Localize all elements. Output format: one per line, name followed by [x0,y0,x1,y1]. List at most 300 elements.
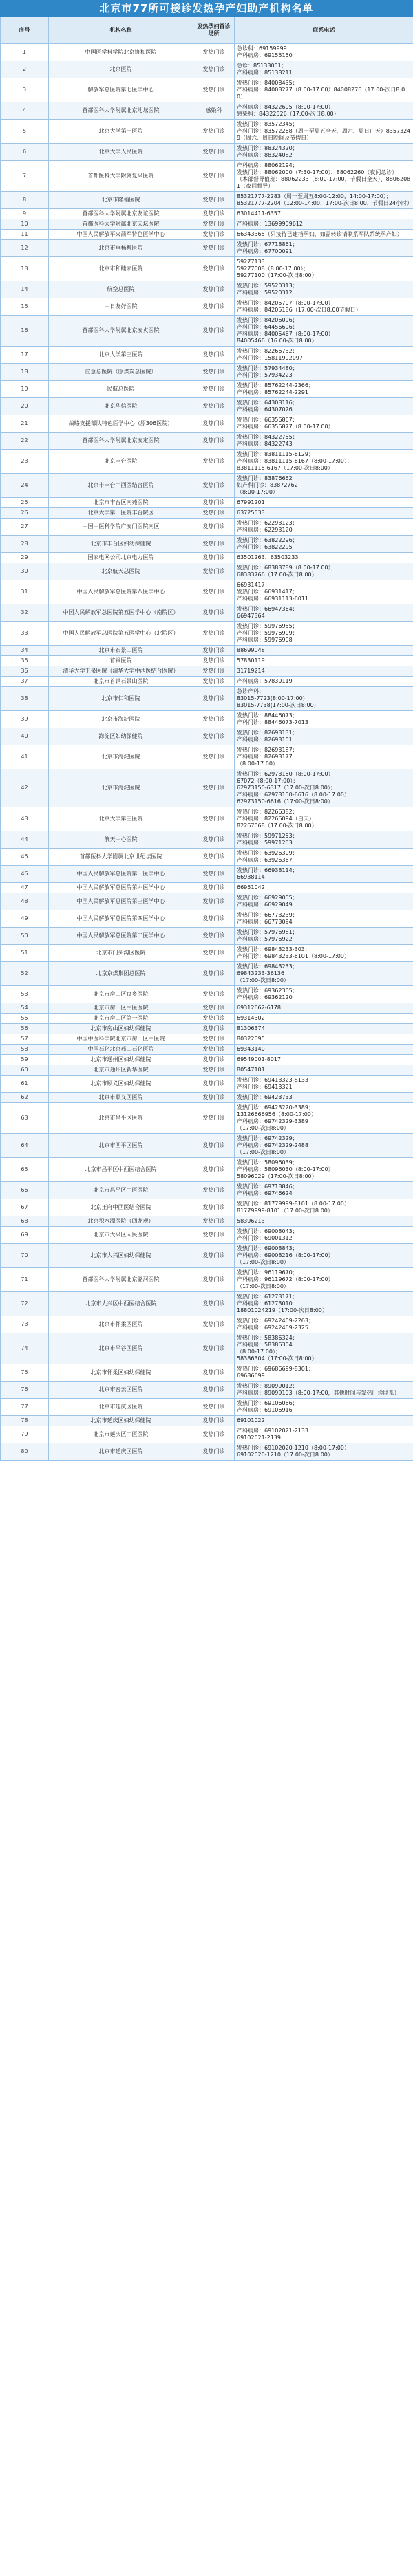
hospital-name: 北京市垂杨柳医院 [49,240,193,257]
row-number: 70 [1,1244,49,1268]
table-row [1,257,413,281]
row-number: 46 [1,866,49,883]
contact-phone: 发热门诊：84008435； 产科病房：84008277（8:00-17:00）84008276（17:00-次日8:00） [235,78,413,102]
table-row [1,1382,413,1399]
hospital-name: 首都医科大学附属北京天坛医院 [49,219,193,230]
contact-phone: 81306374 [235,1024,413,1034]
row-number: 22 [1,433,49,450]
contact-phone: 发热门诊：59971253； 产科病房：59971263 [235,831,413,849]
hospital-name: 北京市顺义区妇幼保健院 [49,1076,193,1093]
table-row [1,849,413,866]
row-number: 7 [1,161,49,192]
table-row [1,474,413,498]
contact-phone: 发热门诊：66929055； 产科病房：66929049 [235,893,413,910]
fever-clinic: 发热门诊 [193,281,235,298]
hospital-name: 航天中心医院 [49,831,193,849]
fever-clinic: 发热门诊 [193,1399,235,1416]
hospital-name: 中国医学科学院北京协和医院 [49,44,193,61]
row-number: 75 [1,1364,49,1382]
hospital-name: 北京市延庆区医院 [49,1399,193,1416]
contact-phone: 88699048 [235,646,413,656]
contact-phone: 发热门诊：69843233-303； 产科门诊：69843233-6101（8:00-17:00） [235,945,413,962]
fever-clinic: 发热门诊 [193,1076,235,1093]
hospital-name: 北京市丰台区南苑医院 [49,498,193,508]
row-number: 74 [1,1333,49,1364]
contact-phone: 发热门诊：57934480； 产科门诊：57934223 [235,364,413,381]
fever-clinic: 发热门诊 [193,498,235,508]
page-title: 北京市77所可接诊发热孕产妇助产机构名单 [0,0,413,17]
contact-phone: 59277133； 59277008（8:00-17:00）； 59277100（17:00-次日8:00） [235,257,413,281]
contact-phone: 69314302 [235,1014,413,1024]
row-number: 77 [1,1399,49,1416]
table-row [1,44,413,61]
contact-phone: 发热门诊：69718846； 产科病房：69746624 [235,1182,413,1199]
header-no: 序号 [1,17,49,44]
fever-clinic: 发热门诊 [193,1292,235,1316]
fever-clinic: 发热门诊 [193,257,235,281]
row-number: 31 [1,580,49,604]
fever-clinic: 发热门诊 [193,1333,235,1364]
contact-phone: 63725533 [235,508,413,519]
hospital-name: 北京市丰台区妇幼保健院 [49,536,193,553]
table-row [1,219,413,230]
hospital-name: 北京市房山区第一医院 [49,1014,193,1024]
contact-phone: 发热门诊：69742329； 产科病房：69742329-2488 （17:00-次日8:00） [235,1134,413,1158]
table-row [1,364,413,381]
hospital-name: 北京积水潭医院（回龙观） [49,1216,193,1227]
hospital-name: 北京王府中西医结合医院 [49,1199,193,1216]
table-row [1,563,413,580]
fever-clinic: 发热门诊 [193,1426,235,1443]
hospital-name: 中国人民解放军总医院第二医学中心 [49,928,193,945]
table-row [1,498,413,508]
fever-clinic: 发热门诊 [193,61,235,78]
fever-clinic: 发热门诊 [193,144,235,161]
table-row [1,144,413,161]
fever-clinic: 发热门诊 [193,553,235,563]
contact-phone: 80322095 [235,1034,413,1045]
fever-clinic: 发热门诊 [193,316,235,347]
row-number: 35 [1,656,49,666]
hospital-name: 北京大学第一医院 [49,120,193,144]
contact-phone: 发热门诊：88446073； 产科门诊：88446073-7013 [235,711,413,728]
contact-phone: 发热门诊：66773239； 产科病房：66773094 [235,910,413,928]
table-row [1,553,413,563]
fever-clinic: 发热门诊 [193,230,235,240]
contact-phone: 66343365（只接待已建档孕妇，如需转诊请联系军队系统孕产妇） [235,230,413,240]
contact-phone: 63014411-6357 [235,209,413,219]
fever-clinic: 发热门诊 [193,78,235,102]
row-number: 37 [1,677,49,687]
hospital-name: 北京市通州区妇幼保健院 [49,1055,193,1065]
table-row [1,745,413,769]
table-row [1,622,413,646]
table-row [1,910,413,928]
fever-clinic: 发热门诊 [193,1158,235,1182]
table-row [1,281,413,298]
fever-clinic: 发热门诊 [193,1093,235,1103]
row-number: 50 [1,928,49,945]
hospital-name: 北京市昌平区中西医结合医院 [49,1158,193,1182]
row-number: 78 [1,1416,49,1426]
fever-clinic: 发热门诊 [193,580,235,604]
hospital-name: 北京华信医院 [49,398,193,415]
hospital-name: 中国中医科学院广安门医院南区 [49,519,193,536]
table-row [1,945,413,962]
fever-clinic: 发热门诊 [193,1003,235,1014]
table-row [1,893,413,910]
table-row [1,1045,413,1055]
hospital-name: 中国石化北京燕山石化医院 [49,1045,193,1055]
row-number: 32 [1,604,49,622]
hospital-name: 北京市大兴区妇幼保健院 [49,1244,193,1268]
table-row [1,1364,413,1382]
table-row [1,677,413,687]
fever-clinic: 发热门诊 [193,1103,235,1134]
hospital-name: 国家电网公司北京电力医院 [49,553,193,563]
fever-clinic: 发热门诊 [193,474,235,498]
row-number: 80 [1,1443,49,1461]
row-number: 73 [1,1316,49,1333]
contact-phone: 发热门诊：69686699-8301； 69686699 [235,1364,413,1382]
row-number: 57 [1,1034,49,1045]
fever-clinic: 发热门诊 [193,508,235,519]
hospital-name: 首都医科大学附属北京友谊医院 [49,209,193,219]
hospital-name: 北京市海淀医院 [49,745,193,769]
table-row [1,1055,413,1065]
table-row [1,1316,413,1333]
row-number: 61 [1,1076,49,1093]
contact-phone: 发热门诊：82693187； 产科病房：82693177 （8:00-17:00） [235,745,413,769]
row-number: 11 [1,230,49,240]
hospital-name: 北京市门头沟区医院 [49,945,193,962]
contact-phone: 发热门诊：61273171； 产科病房：61273010 18801024219（17:00-次日8:00） [235,1292,413,1316]
row-number: 29 [1,553,49,563]
row-number: 39 [1,711,49,728]
contact-phone: 发热门诊：96119670； 产科病房：96119672（8:00-17:00） （17:00-次日8:00） [235,1268,413,1292]
hospital-name: 海淀区妇幼保健院 [49,728,193,745]
fever-clinic: 发热门诊 [193,563,235,580]
hospital-name: 北京市通州区新华医院 [49,1065,193,1076]
contact-phone: 发热门诊：69423733 [235,1093,413,1103]
row-number: 34 [1,646,49,656]
hospital-name: 北京市怀柔区妇幼保健院 [49,1364,193,1382]
hospital-name: 北京市隆福医院 [49,192,193,209]
row-number: 60 [1,1065,49,1076]
hospital-name: 北京市延庆区中医医院 [49,1426,193,1443]
table-body [1,44,413,1461]
row-number: 71 [1,1268,49,1292]
hospital-name: 北京市丰台中西医结合医院 [49,474,193,498]
row-number: 13 [1,257,49,281]
contact-phone: 产科病房：84322605（8:00-17:00）； 感染科：84322526（17:00-次日8:00） [235,102,413,120]
table-row [1,883,413,893]
row-number: 30 [1,563,49,580]
fever-clinic: 发热门诊 [193,893,235,910]
row-number: 67 [1,1199,49,1216]
row-number: 56 [1,1024,49,1034]
fever-clinic: 发热门诊 [193,219,235,230]
hospital-name: 首都医科大学附属北京世纪坛医院 [49,849,193,866]
fever-clinic: 发热门诊 [193,1024,235,1034]
fever-clinic: 发热门诊 [193,910,235,928]
hospital-name: 北京大学第三医院 [49,347,193,364]
fever-clinic: 发热门诊 [193,1227,235,1244]
table-row [1,1076,413,1093]
table-row [1,962,413,986]
contact-phone: 69101022 [235,1416,413,1426]
fever-clinic: 发热门诊 [193,192,235,209]
hospital-name: 首都医科大学附属北京潞河医院 [49,1268,193,1292]
table-header-row [1,17,413,44]
contact-phone: 发热门诊：83572345； 产科门诊：83572268（周一至周五全天，周六、周日白天）83573249（周六、周日晚间及节假日） [235,120,413,144]
contact-phone: 发热门诊：66947364； 66947364 [235,604,413,622]
fever-clinic: 发热门诊 [193,519,235,536]
hospital-name: 中国人民解放军总医院第一医学中心 [49,866,193,883]
table-row [1,1416,413,1426]
row-number: 55 [1,1014,49,1024]
table-row [1,240,413,257]
row-number: 63 [1,1103,49,1134]
header-name: 机构名称 [49,17,193,44]
row-number: 65 [1,1158,49,1182]
row-number: 53 [1,986,49,1003]
contact-phone: 发热门诊：58386324； 产科病房：58386304 （8:00-17:00）； 58386304（17:00-次日8:00） [235,1333,413,1364]
fever-clinic: 发热门诊 [193,1045,235,1055]
fever-clinic: 发热门诊 [193,687,235,711]
table-row [1,120,413,144]
fever-clinic: 发热门诊 [193,1055,235,1065]
fever-clinic: 发热门诊 [193,604,235,622]
table-row [1,508,413,519]
row-number: 26 [1,508,49,519]
fever-clinic: 发热门诊 [193,161,235,192]
row-number: 47 [1,883,49,893]
table-row [1,230,413,240]
fever-clinic: 发热门诊 [193,745,235,769]
contact-phone: 发热门诊：84322755； 产科病房：84322743 [235,433,413,450]
row-number: 51 [1,945,49,962]
row-number: 38 [1,687,49,711]
contact-phone: 发热门诊：82693131； 产科病房：82693101 [235,728,413,745]
contact-phone: 发热门诊：85762244-2366； 产科病房：85762244-2291 [235,381,413,398]
row-number: 18 [1,364,49,381]
hospital-name: 民航总医院 [49,381,193,398]
contact-phone: 发热门诊：58096039； 产科病房：58096030（8:00-17:00） 58096029（17:00-次日8:00） [235,1158,413,1182]
table-row [1,656,413,666]
row-number: 17 [1,347,49,364]
hospital-name: 航空总医院 [49,281,193,298]
row-number: 5 [1,120,49,144]
row-number: 64 [1,1134,49,1158]
fever-clinic: 发热门诊 [193,44,235,61]
fever-clinic: 发热门诊 [193,945,235,962]
contact-phone: 发热门诊：82266732； 产科门诊：15811992097 [235,347,413,364]
contact-phone: 产科病房：88062194； 发热门诊：88062000（7:30-17:00）、88062260（夜间急诊） （本部督导值班：88062233（8:00-17:00，节假日全天）、88062081（夜间督导） [235,161,413,192]
row-number: 23 [1,450,49,474]
hospital-name: 北京市延庆区医院 [49,1443,193,1461]
contact-phone: 发热门诊：69423220-3389； 13126666956（8:00-17:00） 产科病房：69742329-3389 （17:00-次日8:00） [235,1103,413,1134]
contact-phone: 57830119 [235,656,413,666]
table-row [1,433,413,450]
table-row [1,347,413,364]
hospital-name: 北京市延庆区妇幼保健院 [49,1416,193,1426]
contact-phone: 发热门诊：84205707（8:00-17:00）； 产科病房：84205186（17:00-次日8:00节假日） [235,298,413,316]
table-row [1,78,413,102]
fever-clinic: 发热门诊 [193,347,235,364]
row-number: 20 [1,398,49,415]
contact-phone: 69549001-8017 [235,1055,413,1065]
row-number: 21 [1,415,49,433]
fever-clinic: 发热门诊 [193,1268,235,1292]
fever-clinic: 发热门诊 [193,677,235,687]
hospital-name: 北京市仁和医院 [49,687,193,711]
table-row [1,728,413,745]
contact-phone: 发热门诊：69843233； 69843233-36136 （17:00-次日8:00） [235,962,413,986]
hospital-name: 首都医科大学附属北京安定医院 [49,433,193,450]
row-number: 24 [1,474,49,498]
row-number: 28 [1,536,49,553]
hospital-name: 首都医科大学附属北京安贞医院 [49,316,193,347]
table-row [1,536,413,553]
header-phone: 联系电话 [235,17,413,44]
contact-phone: 发热门诊：69008043； 产科门诊：69001312 [235,1227,413,1244]
fever-clinic: 发热门诊 [193,622,235,646]
row-number: 25 [1,498,49,508]
fever-clinic: 发热门诊 [193,1382,235,1399]
row-number: 59 [1,1055,49,1065]
contact-phone: 69312662-6178 [235,1003,413,1014]
table-row [1,209,413,219]
contact-phone: 发热门诊：81779999-8101（8:00-17:00）； 81779999-8101（17:00-次日8:00） [235,1199,413,1216]
contact-phone: 发热门诊：67718861； 产科病房：67700091 [235,240,413,257]
fever-clinic: 发热门诊 [193,240,235,257]
contact-phone: 发热门诊：89099012； 产科病房：89099103（8:00-17:00，其他时间与发热门诊联系） [235,1382,413,1399]
fever-clinic: 发热门诊 [193,928,235,945]
row-number: 8 [1,192,49,209]
hospital-name: 首都医科大学附属复兴医院 [49,161,193,192]
fever-clinic: 发热门诊 [193,364,235,381]
contact-phone: 63501263、63503233 [235,553,413,563]
hospital-name: 北京大学第一医院丰台院区 [49,508,193,519]
table-row [1,1024,413,1034]
hospital-name: 北京市和睦家医院 [49,257,193,281]
table-row [1,161,413,192]
hospital-name: 北京航天总医院 [49,563,193,580]
hospital-name: 北京大学第三医院 [49,807,193,831]
fever-clinic: 感染科 [193,102,235,120]
contact-phone: 80547101 [235,1065,413,1076]
fever-clinic: 发热门诊 [193,962,235,986]
hospital-name: 中国人民解放军总医院第八医学中心 [49,580,193,604]
contact-phone: 发热门诊：69362305； 产科病房：69362120 [235,986,413,1003]
table-row [1,519,413,536]
fever-clinic: 发热门诊 [193,536,235,553]
fever-clinic: 发热门诊 [193,666,235,677]
hospital-name: 北京医院 [49,61,193,78]
row-number: 12 [1,240,49,257]
contact-phone: 发热门诊：64308116； 产科病房：64307026 [235,398,413,415]
row-number: 62 [1,1093,49,1103]
fever-clinic: 发热门诊 [193,646,235,656]
table-row [1,1014,413,1024]
table-row [1,831,413,849]
table-row [1,298,413,316]
contact-phone: 产科病房：13699909612 [235,219,413,230]
table-row [1,1034,413,1045]
hospital-name: 北京市怀柔区医院 [49,1316,193,1333]
fever-clinic: 发热门诊 [193,1014,235,1024]
hospital-name: 北京市大兴区人民医院 [49,1227,193,1244]
fever-clinic: 发热门诊 [193,381,235,398]
fever-clinic: 发热门诊 [193,831,235,849]
table-row [1,1093,413,1103]
hospital-name: 中国人民解放军总医院第三医学中心 [49,893,193,910]
contact-phone: 发热门诊：69106066； 产科病房：69106916 [235,1399,413,1416]
table-row [1,1443,413,1461]
table-row [1,1292,413,1316]
row-number: 58 [1,1045,49,1055]
contact-phone: 产科病房：57830119 [235,677,413,687]
hospital-name: 应急总医院（原煤炭总医院） [49,364,193,381]
row-number: 48 [1,893,49,910]
table-row [1,866,413,883]
table-row [1,398,413,415]
table-row [1,646,413,656]
contact-phone: 发热门诊：88324320； 产科病房：88324082 [235,144,413,161]
contact-phone: 发热门诊：82266382； 产科病房：82266094（白天）； 82267068（17:00-次日8:00） [235,807,413,831]
fever-clinic: 发热门诊 [193,120,235,144]
contact-phone: 发热门诊：66938114； 66938114 [235,866,413,883]
row-number: 1 [1,44,49,61]
fever-clinic: 发热门诊 [193,769,235,807]
table-row [1,1003,413,1014]
table-row [1,1227,413,1244]
fever-clinic: 发热门诊 [193,450,235,474]
contact-phone: 产科病房：69102021-2133 69102021-2139 [235,1426,413,1443]
fever-clinic: 发热门诊 [193,1244,235,1268]
row-number: 14 [1,281,49,298]
table-row [1,687,413,711]
table-row [1,1134,413,1158]
contact-phone: 发热门诊：66356867； 产科病房：66356877（8:00-17:00） [235,415,413,433]
table-row [1,102,413,120]
header-fever: 发热孕妇首诊场所 [193,17,235,44]
hospital-name: 北京市西平区医院 [49,1134,193,1158]
hospital-name: 北京市首钢石景山医院 [49,677,193,687]
hospital-name: 首钢医院 [49,656,193,666]
table-row [1,666,413,677]
contact-phone: 发热门诊：69102020-1210（8:00-17:00） 69102020-1210（17:00-次日8:00） [235,1443,413,1461]
contact-phone: 66951042 [235,883,413,893]
hospital-name: 首都医科大学附属北京地坛医院 [49,102,193,120]
table-row [1,1426,413,1443]
row-number: 2 [1,61,49,78]
contact-phone: 发热门诊：69008843； 产科病房：69008216（8:00-17:00）； （17:00-次日8:00） [235,1244,413,1268]
fever-clinic: 发热门诊 [193,807,235,831]
contact-phone: 发热门诊：69413323-8133 产科门诊：69413321 [235,1076,413,1093]
contact-phone: 发热门诊：63926309； 产科病房：63926367 [235,849,413,866]
row-number: 66 [1,1182,49,1199]
hospital-name: 北京市昌平区医院 [49,1103,193,1134]
contact-phone: 58396213 [235,1216,413,1227]
hospital-name: 解放军总医院第七医学中心 [49,78,193,102]
row-number: 19 [1,381,49,398]
contact-phone: 85321777-2283（周一至周五8:00-12:00，14:00-17:00）； 85321777-2204（12:00-14:00，17:00-次日8:00，节假日24小时） [235,192,413,209]
hospital-name: 北京京煤集团总医院 [49,962,193,986]
contact-phone: 发热门诊：57976981； 产科病房：57976922 [235,928,413,945]
table-row [1,61,413,78]
